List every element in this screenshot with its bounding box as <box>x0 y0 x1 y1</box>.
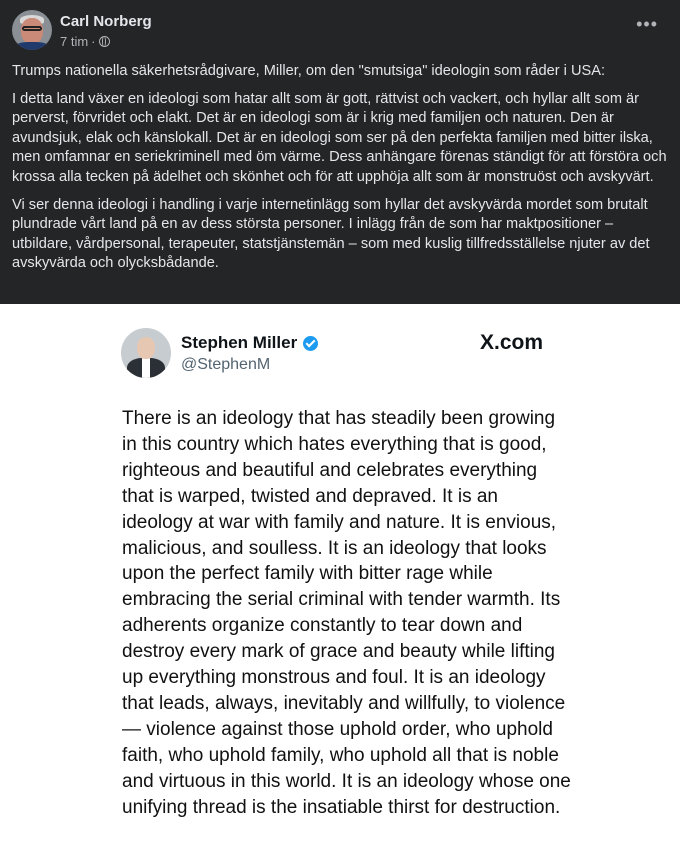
post-time[interactable]: 7 tim <box>60 34 89 49</box>
author-avatar[interactable] <box>12 10 52 50</box>
post-paragraph: Trumps nationella säkerhetsrådgivare, Miller, om den "smutsiga" ideologin som råder i USA: <box>12 63 606 79</box>
verified-badge-icon <box>303 336 318 351</box>
tweet-author-name <box>181 333 318 353</box>
post-paragraph: I detta land växer en ideologi som hatar allt som är gott, rättvist och vackert, och hyllar allt som är perverst, förvridet och elakt. Det är en ideologi som är i krig med familjen och naturen. Den är avundsjuk, elak och känslokall. Det är en ideologi som ser på den perfekta familjen med bitter ilska, men omfamnar en seriekriminell med öm värme. Dess anhängare förenas ständigt för att förstöra och krossa alla tecken på ädelhet och skönhet och för att upphöja allt som är monstruöst och avskyvärt. <box>12 90 667 185</box>
tweet-avatar <box>121 328 171 378</box>
facebook-post <box>0 0 680 304</box>
tweet-source-logo: X.com <box>480 331 544 354</box>
author-name[interactable]: Carl Norberg <box>60 13 152 30</box>
globe-icon <box>99 36 110 47</box>
meta-separator: · <box>91 34 96 49</box>
tweet-handle: @StephenM <box>181 356 271 373</box>
post-header <box>12 0 668 62</box>
more-options-icon[interactable]: ••• <box>636 14 658 34</box>
tweet-text: There is an ideology that has steadily been growing in this country which hates everything that is good, righteous and beautiful and celebrates everything that is warped, twisted and depraved. It is an ideology at war with family and nature. It is envious, malicious, and soulless. It is an ideology that looks upon the perfect family with bitter rage while embracing the serial criminal with tender warmth. Its adherents organize constantly to tear down and destroy every mark of grace and beauty while lifting up everything monstrous and foul. It is an ideology that leads, always, inevitably and willfully, to violence — violence against those uphold order, who uphold faith, who uphold family, who uphold all that is noble and virtuous in this world. It is an ideology whose one unifying thread is the insatiable thirst for destruction. <box>122 408 571 818</box>
post-meta <box>60 34 110 49</box>
post-paragraph: Vi ser denna ideologi i handling i varje internetinlägg som hyllar det avskyvärda mordet som brutalt plundrade vårt land på en av dess största personer. I inlägg från de som har maktpositioner – utbildare, vårdpersonal, terapeuter, statstjänstemän – som med kuslig tillfredsställelse njuter av det avskyvärda och olycksbådande. <box>12 196 650 272</box>
tweet-author-label: Stephen Miller <box>181 333 298 352</box>
